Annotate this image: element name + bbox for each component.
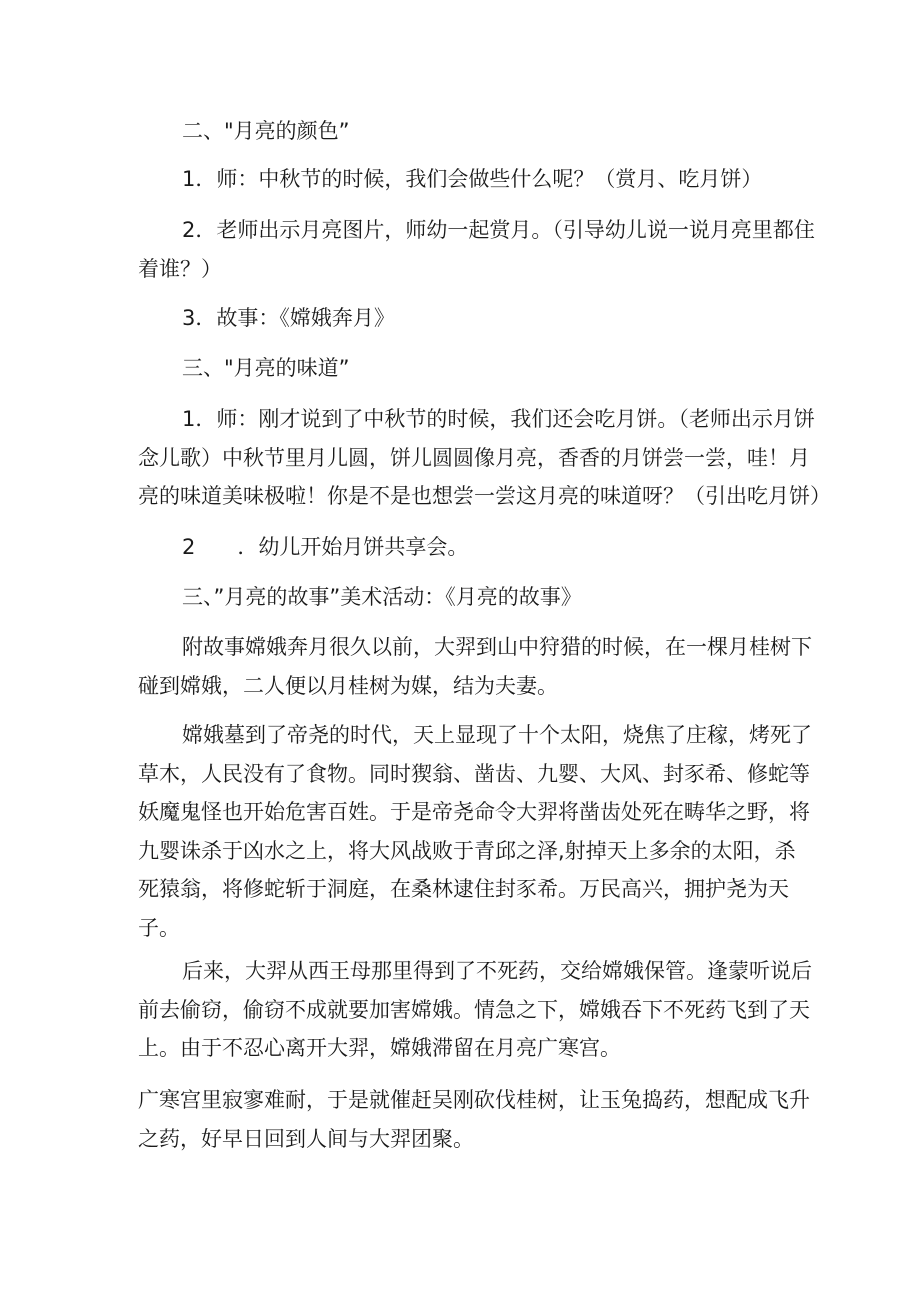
text-line: 上。由于不忍心离开大羿，嫦娥滞留在月亮广寒宫。 — [138, 1036, 621, 1060]
text-line: 三、”月亮的故事”美术活动：《月亮的故事》 — [182, 585, 582, 609]
list-item — [138, 528, 788, 567]
text-line: 前去偷窃，偷窃不成就要加害嫦娥。情急之下，嫦娥吞下不死药飞到了天 — [138, 997, 810, 1022]
text-line: 嫦娥墓到了帝尧的时代，天上显现了十个太阳，烧焦了庄稼，烤死了 — [182, 723, 812, 747]
section-heading-moon-story — [138, 578, 788, 617]
story-paragraph — [138, 1081, 810, 1158]
text-line: 死猿翁，将修蛇斩于洞庭，在桑林逮住封豕希。万民高兴，拥护尧为天 — [138, 877, 789, 901]
text-line: 三、"月亮的味道” — [182, 356, 350, 380]
text-line: 广寒宫里寂寥难耐，于是就催赶吴刚砍伐桂树，让玉兔捣药，想配成飞升 — [138, 1088, 810, 1112]
text-line: 2 ．幼儿开始月饼共享会。 — [182, 535, 469, 559]
text-line: 九婴诛杀于凶水之上，将大风战败于青邱之泽,射掉天上多余的太阳，杀 — [138, 838, 796, 863]
text-line: 后来，大羿从西王母那里得到了不死药，交给嫦娥保管。逢蒙听说后 — [182, 959, 812, 983]
text-line: 二、"月亮的颜色” — [182, 119, 350, 143]
story-paragraph — [138, 628, 812, 705]
text-line: 附故事嫦娥奔月很久以前，大羿到山中狩猎的时候，在一棵月桂树下 — [182, 635, 812, 659]
text-line: 亮的味道美味极啦！你是不是也想尝一尝这月亮的味道呀？（引出吃月饼） — [138, 484, 831, 508]
text-line: 着谁？） — [138, 256, 222, 281]
text-line: 之药，好早日回到人间与大羿团聚。 — [138, 1126, 474, 1151]
text-line: 2．老师出示月亮图片，师幼一起赏月。（引导幼儿说一说月亮里都住 — [182, 218, 815, 242]
text-line: 3．故事：《嫦娥奔月》 — [182, 306, 395, 330]
text-line: 妖魔鬼怪也开始危害百姓。于是帝尧命令大羿将凿齿处死在畴华之野，将 — [138, 800, 810, 824]
list-item — [138, 299, 788, 338]
text-line: 草木，人民没有了食物。同时猰翁、凿齿、九婴、大风、封豕希、修蛇等 — [138, 761, 810, 786]
story-paragraph — [138, 952, 812, 1068]
text-line: 1．师：中秋节的时候，我们会做些什么呢？（赏月、吃月饼） — [182, 167, 763, 191]
text-line: 念儿歌）中秋节里月儿圆，饼儿圆圆像月亮，香香的月饼尝一尝，哇！月 — [138, 445, 810, 470]
story-paragraph — [138, 716, 812, 947]
text-line: 子。 — [138, 915, 180, 940]
list-item — [138, 211, 815, 288]
list-item — [138, 400, 831, 516]
section-heading-moon-color — [138, 112, 788, 151]
text-line: 碰到嫦娥，二人便以月桂树为媒，结为夫妻。 — [138, 673, 558, 698]
list-item — [138, 160, 788, 199]
text-line: 1．师：刚才说到了中秋节的时候，我们还会吃月饼。（老师出示月饼 — [182, 407, 815, 431]
section-heading-moon-taste — [138, 349, 788, 388]
